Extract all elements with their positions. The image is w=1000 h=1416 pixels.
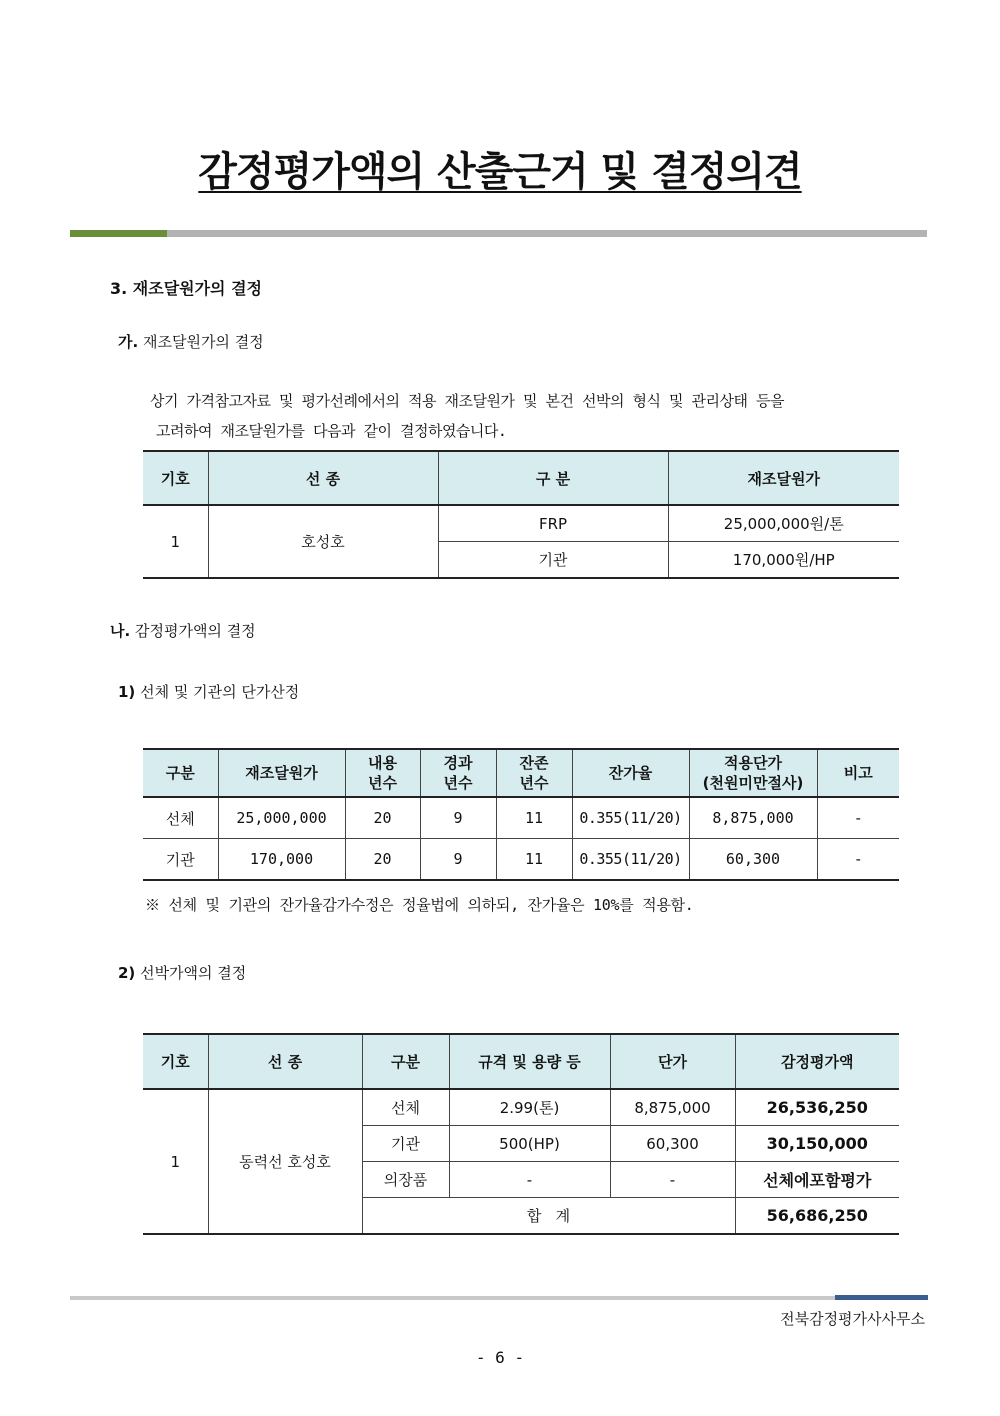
- table-cell: 11: [496, 839, 572, 881]
- table-cell: 기관: [143, 839, 218, 881]
- section-heading-3: 3. 재조달원가의 결정: [110, 279, 262, 298]
- table-cell: 25,000,000원/톤: [668, 505, 899, 542]
- office-name: 전북감정평가사사무소: [780, 1310, 925, 1328]
- table-cell: 0.355(11/20): [572, 839, 689, 881]
- table-cell: 11: [496, 797, 572, 839]
- header-line: 적용단가: [724, 754, 782, 772]
- table-cell: -: [817, 839, 899, 881]
- table-header: 구 분: [438, 451, 668, 505]
- footer-rule-accent: [835, 1295, 928, 1300]
- header-line: 잔존: [519, 754, 549, 772]
- table-cell: 선체: [362, 1089, 449, 1126]
- header-line: 내용: [368, 754, 397, 772]
- table-cell: -: [449, 1162, 610, 1198]
- subheading-marker: 나.: [110, 622, 131, 640]
- page-number: - 6 -: [475, 1348, 525, 1367]
- table-row: [143, 839, 899, 881]
- table-cell: 8,875,000: [610, 1089, 735, 1126]
- table-header: 비고: [817, 749, 899, 797]
- subheading-ga: [118, 331, 264, 352]
- table-header: 기호: [143, 451, 208, 505]
- table-header: 구분: [143, 749, 218, 797]
- table-header: [496, 749, 572, 797]
- table-header: [420, 749, 496, 797]
- subheading-2: [118, 962, 246, 983]
- table-cell: 500(HP): [449, 1126, 610, 1162]
- header-line: 년수: [443, 774, 473, 792]
- subheading-text: 재조달원가의 결정: [142, 333, 264, 351]
- table-cell: FRP: [438, 505, 668, 542]
- table-header: 재조달원가: [218, 749, 345, 797]
- table-header: 구분: [362, 1034, 449, 1089]
- table-header: [345, 749, 420, 797]
- table-cell: 170,000: [218, 839, 345, 881]
- appraisal-value-table: [143, 1033, 899, 1235]
- table-header: 잔가율: [572, 749, 689, 797]
- table-cell: 선체: [165, 809, 195, 828]
- table-cell: 기관: [362, 1126, 449, 1162]
- table-header: 감정평가액: [735, 1034, 899, 1089]
- table-header: 재조달원가: [668, 451, 899, 505]
- total-label: 합 계: [362, 1198, 735, 1235]
- table-header: 기호: [143, 1034, 208, 1089]
- table-header: 규격 및 용량 등: [449, 1034, 610, 1089]
- subheading-text: 선박가액의 결정: [140, 964, 247, 982]
- table-cell: 60,300: [610, 1126, 735, 1162]
- table-row: [143, 797, 899, 839]
- subheading-marker: 2): [118, 964, 136, 982]
- subheading-text: 감정평가액의 결정: [134, 622, 256, 640]
- subheading-1: [118, 681, 299, 702]
- page-title: 감정평가액의 산출근거 및 결정의견: [198, 149, 802, 195]
- footnote: ※ 선체 및 기관의 잔가율감가수정은 정율법에 의하되, 잔가율은 10%를 적용함.: [145, 896, 694, 914]
- table-cell: 20: [345, 797, 420, 839]
- total-value: 56,686,250: [735, 1198, 899, 1235]
- table-cell: 9: [420, 797, 496, 839]
- table-cell: 25,000,000: [218, 797, 345, 839]
- table-cell: 8,875,000: [689, 797, 817, 839]
- table-cell: 기관: [438, 542, 668, 579]
- table-cell: 20: [345, 839, 420, 881]
- subheading-na: [110, 620, 256, 641]
- header-rule-accent: [70, 230, 167, 237]
- table-cell-no: 1: [170, 1152, 181, 1171]
- table-cell: 9: [420, 839, 496, 881]
- subheading-text: 선체 및 기관의 단가산정: [140, 683, 300, 701]
- unit-price-table: [143, 748, 899, 881]
- table-cell: -: [610, 1162, 735, 1198]
- replacement-cost-table: [143, 450, 899, 579]
- table-cell: 2.99(톤): [449, 1089, 610, 1126]
- table-header: 선 종: [208, 1034, 362, 1089]
- subheading-marker: 1): [118, 683, 136, 701]
- header-line: 년수: [368, 774, 397, 792]
- body-paragraph: [150, 386, 902, 446]
- table-header: [689, 749, 817, 797]
- header-line: 년수: [519, 774, 549, 792]
- table-header: 단가: [610, 1034, 735, 1089]
- table-cell: 0.355(11/20): [572, 797, 689, 839]
- paragraph-line: 상기 가격참고자료 및 평가선례에서의 적용 재조달원가 및 본건 선박의 형식 및 관리상태 등을: [150, 392, 784, 410]
- table-cell: -: [817, 797, 899, 839]
- table-cell: 의장품: [362, 1162, 449, 1198]
- table-cell-ship: 동력선 호성호: [208, 1089, 362, 1234]
- table-row: [143, 1089, 899, 1126]
- header-line: 경과: [443, 754, 473, 772]
- table-cell: 170,000원/HP: [668, 542, 899, 579]
- table-cell-value: 30,150,000: [735, 1126, 899, 1162]
- footer-rule: [70, 1296, 835, 1300]
- table-cell: 60,300: [689, 839, 817, 881]
- table-cell-value: 선체에포함평가: [735, 1162, 899, 1198]
- table-cell-no: 1: [170, 532, 181, 551]
- table-cell-value: 26,536,250: [735, 1089, 899, 1126]
- subheading-marker: 가.: [118, 333, 139, 351]
- table-cell-ship: 호성호: [208, 505, 438, 578]
- header-line: (천원미만절사): [702, 774, 804, 792]
- header-rule: [167, 230, 927, 237]
- paragraph-line: 고려하여 재조달원가를 다음과 같이 결정하였습니다.: [156, 422, 507, 440]
- table-header: 선 종: [208, 451, 438, 505]
